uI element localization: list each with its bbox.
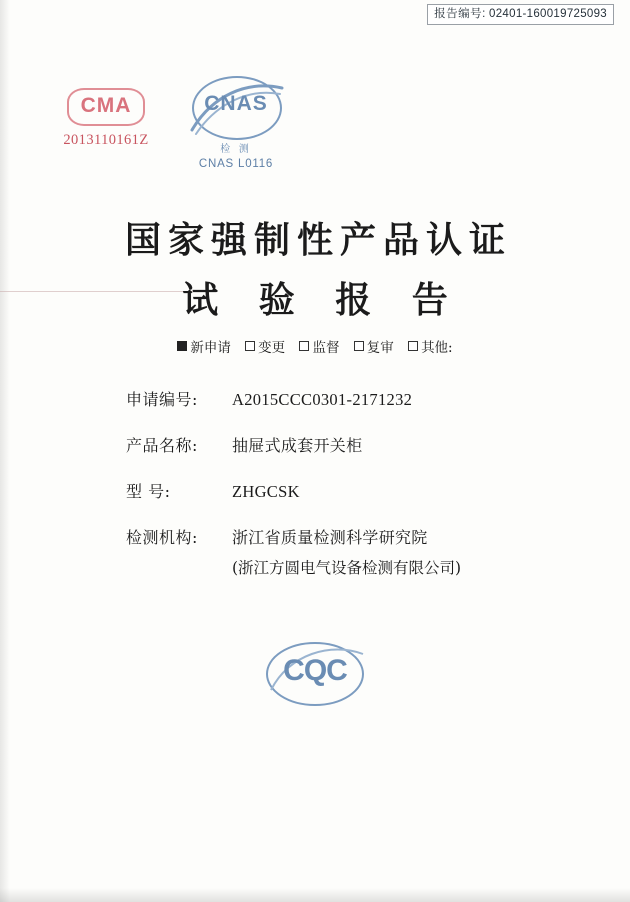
field-label-product-name: 产品名称:: [126, 436, 198, 455]
field-row-application-number: [126, 388, 546, 412]
scan-edge-left: [0, 0, 10, 902]
field-value-model: ZHGCSK: [232, 482, 300, 501]
scan-edge-bottom: [0, 888, 630, 902]
application-type-label-1: 变更: [258, 340, 286, 356]
cqc-mark: [255, 636, 375, 716]
cnas-logo-text: CNAS: [204, 92, 268, 115]
report-number-value: 02401-160019725093: [489, 8, 607, 20]
cma-logo-icon: [67, 88, 145, 126]
field-label-model: 型 号:: [126, 482, 171, 501]
document-title-line2: 试 验 报 告: [182, 279, 462, 321]
cnas-code: CNAS L0116: [198, 158, 274, 170]
field-value-product-name: 抽屉式成套开关柜: [232, 436, 363, 455]
field-value-application-number: A2015CCC0301-2171232: [232, 390, 413, 409]
checkbox-icon[interactable]: [299, 341, 309, 351]
report-number-box: [427, 4, 614, 25]
application-type-label-2: 监督: [312, 340, 340, 356]
field-value-testing-organization: 浙江省质量检测科学研究院: [232, 528, 428, 547]
field-row-product-name: [126, 434, 546, 458]
checkbox-icon[interactable]: [408, 341, 418, 351]
application-type-label-3: 复审: [366, 340, 394, 356]
cnas-mark: [176, 74, 296, 170]
checkbox-icon-checked[interactable]: [177, 341, 187, 351]
document-title-line1: 国家强制性产品认证: [124, 219, 512, 261]
report-number-label: 报告编号:: [434, 8, 486, 20]
field-label-testing-organization: 检测机构:: [126, 528, 198, 547]
application-type-option-4[interactable]: [408, 336, 453, 356]
application-type-option-3[interactable]: [354, 336, 394, 356]
cma-logo-text: CMA: [80, 94, 132, 117]
field-list: [126, 388, 546, 600]
field-row-model: [126, 480, 546, 504]
application-type-option-2[interactable]: [299, 336, 339, 356]
cma-mark: [46, 88, 166, 149]
application-type-label-4: 其他:: [421, 340, 453, 356]
field-label-application-number: 申请编号:: [126, 390, 198, 409]
checkbox-icon[interactable]: [354, 341, 364, 351]
cnas-logo-icon: [184, 74, 288, 142]
application-type-label-0: 新申请: [190, 340, 231, 356]
checkbox-icon[interactable]: [245, 341, 255, 351]
cnas-subtext: 检 测: [220, 144, 252, 155]
application-type-option-0[interactable]: [177, 336, 231, 356]
field-value-testing-organization-secondary: (浙江方圆电气设备检测有限公司): [232, 559, 462, 577]
application-type-option-1[interactable]: [245, 336, 285, 356]
application-type-row: [0, 336, 630, 356]
cqc-logo-text: CQC: [283, 654, 347, 687]
cma-certificate-number: 2013110161Z: [63, 132, 149, 148]
field-row-testing-organization: [126, 526, 546, 550]
